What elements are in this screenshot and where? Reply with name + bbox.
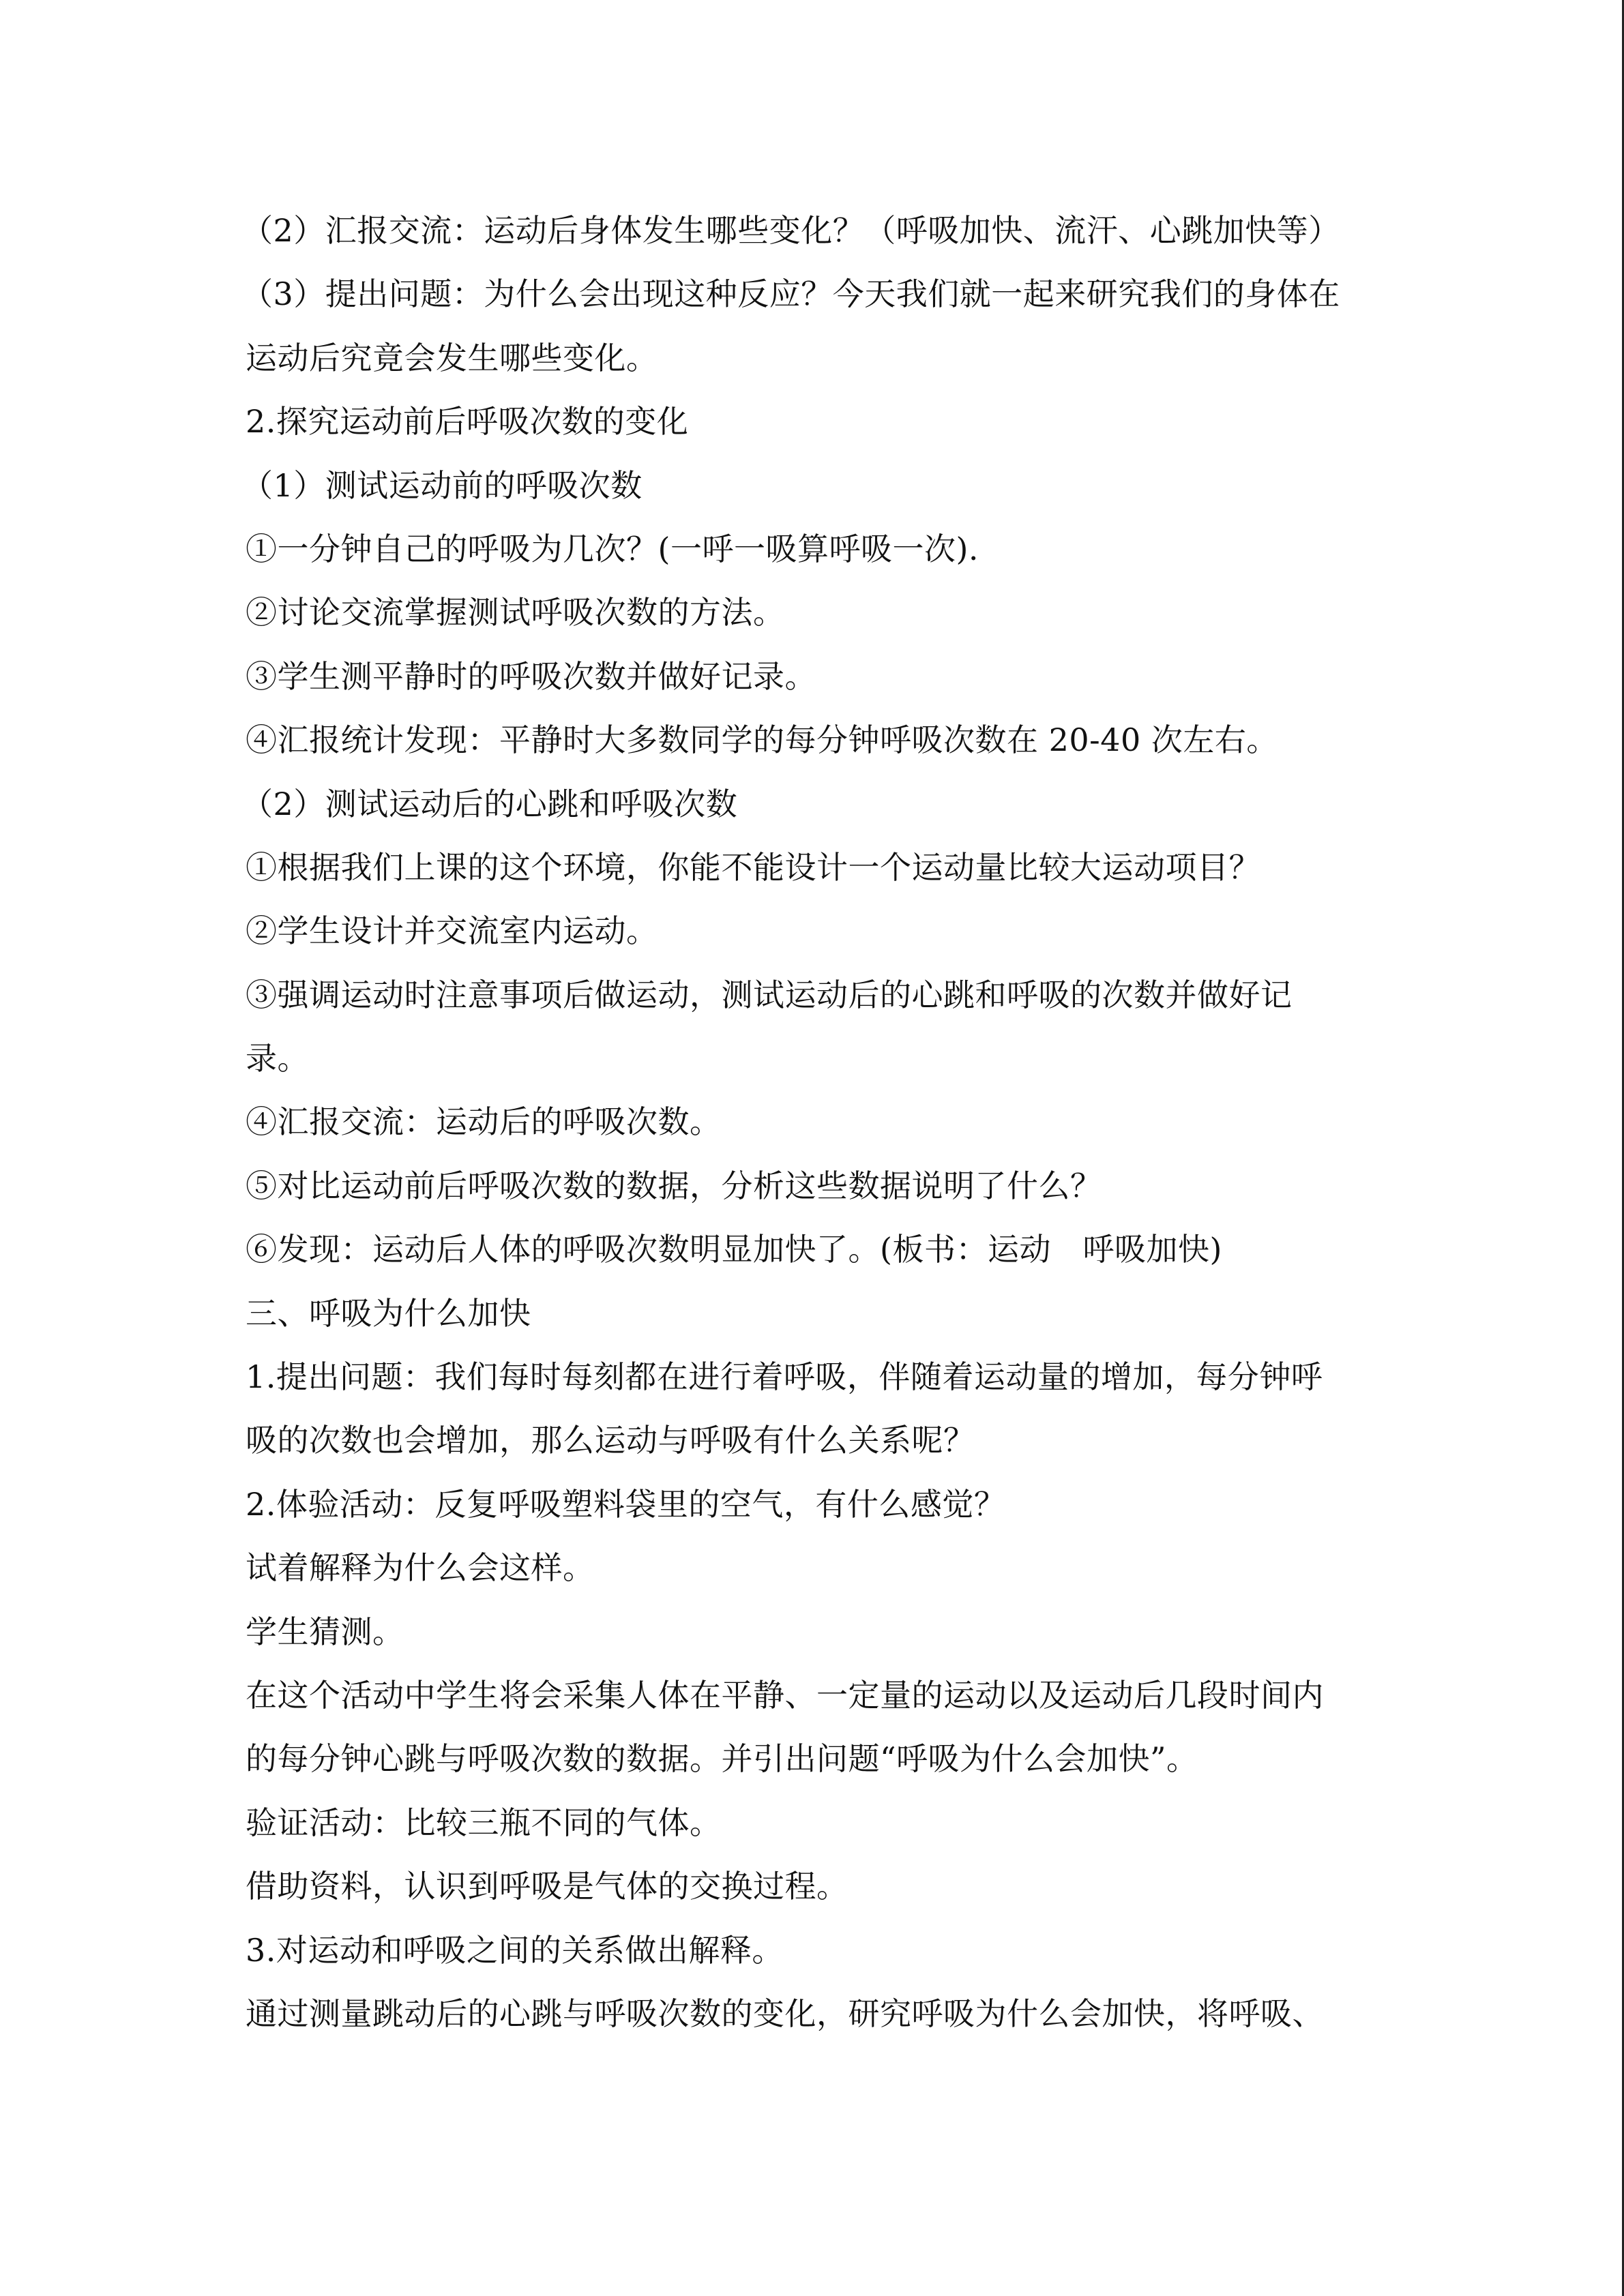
document-body (241, 199, 1391, 2046)
text-line: ①一分钟自己的呼吸为几次？(一呼一吸算呼吸一次). (246, 530, 979, 567)
text-line: 借助资料，认识到呼吸是气体的交换过程。 (246, 1868, 848, 1905)
text-line: （2）汇报交流：运动后身体发生哪些变化？（呼吸加快、流汗、心跳加快等） (241, 212, 1340, 249)
text-line: ②学生设计并交流室内运动。 (246, 912, 658, 950)
subsection-heading: （2）测试运动后的心跳和呼吸次数 (241, 785, 738, 822)
section-heading: 三、呼吸为什么加快 (246, 1294, 531, 1332)
text-line: 2.体验活动：反复呼吸塑料袋里的空气，有什么感觉？ (246, 1485, 1006, 1523)
text-line: 在这个活动中学生将会采集人体在平静、一定量的运动以及运动后几段时间内 (246, 1676, 1324, 1714)
text-line: ③强调运动时注意事项后做运动，测试运动后的心跳和呼吸的次数并做好记 (246, 976, 1293, 1013)
text-line: 录。 (246, 1040, 309, 1077)
section-heading: 2.探究运动前后呼吸次数的变化 (246, 403, 689, 441)
text-line: ④汇报交流：运动后的呼吸次数。 (246, 1103, 722, 1141)
text-line: ①根据我们上课的这个环境，你能不能设计一个运动量比较大运动项目？ (246, 848, 1260, 886)
text-line: 运动后究竟会发生哪些变化。 (246, 339, 658, 376)
text-line: 3.对运动和呼吸之间的关系做出解释。 (246, 1931, 784, 1969)
text-line: 1.提出问题：我们每时每刻都在进行着呼吸，伴随着运动量的增加，每分钟呼 (246, 1358, 1323, 1396)
text-line: ⑤对比运动前后呼吸次数的数据，分析这些数据说明了什么？ (246, 1167, 1102, 1204)
text-line: ④汇报统计发现：平静时大多数同学的每分钟呼吸次数在 20-40 次左右。 (246, 721, 1278, 759)
text-line: 验证活动：比较三瓶不同的气体。 (246, 1804, 722, 1841)
text-line: 的每分钟心跳与呼吸次数的数据。并引出问题“呼吸为什么会加快”。 (246, 1740, 1198, 1778)
subsection-heading: （1）测试运动前的呼吸次数 (241, 466, 643, 504)
text-line: ②讨论交流掌握测试呼吸次数的方法。 (246, 594, 785, 631)
text-line: 吸的次数也会增加，那么运动与呼吸有什么关系呢？ (246, 1422, 975, 1459)
text-line: ③学生测平静时的呼吸次数并做好记录。 (246, 657, 816, 695)
text-line: 学生猜测。 (246, 1613, 404, 1650)
text-line: 试着解释为什么会这样。 (246, 1549, 595, 1587)
text-line: ⑥发现：运动后人体的呼吸次数明显加快了。(板书：运动 呼吸加快) (246, 1231, 1222, 1268)
text-line: 通过测量跳动后的心跳与呼吸次数的变化，研究呼吸为什么会加快，将呼吸、 (246, 1995, 1324, 2032)
text-line: （3）提出问题：为什么会出现这种反应？今天我们就一起来研究我们的身体在 (241, 275, 1340, 313)
